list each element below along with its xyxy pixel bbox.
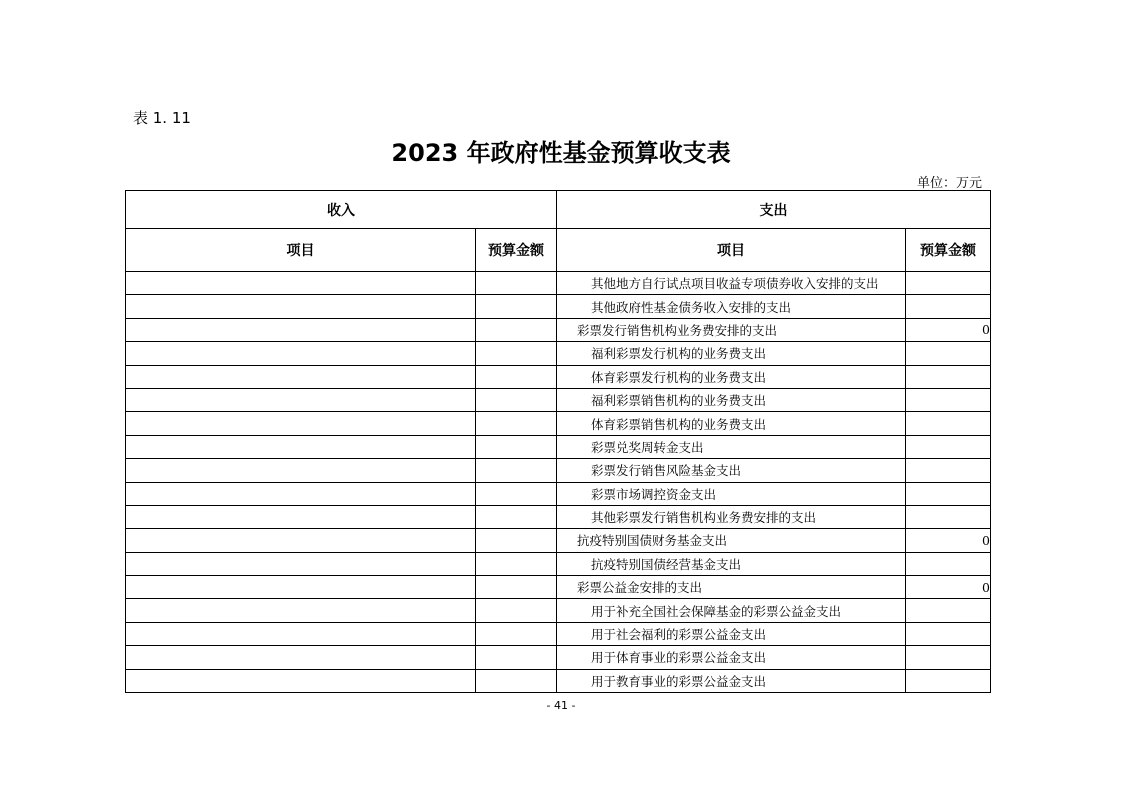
expenditure-amount-cell: 0 <box>906 576 991 599</box>
income-amount-cell <box>476 412 557 435</box>
income-amount-cell <box>476 482 557 505</box>
income-item-cell <box>126 342 476 365</box>
income-amount-cell <box>476 646 557 669</box>
expenditure-amount-cell <box>906 342 991 365</box>
table-row <box>126 622 991 645</box>
expenditure-item-cell: 用于补充全国社会保障基金的彩票公益金支出 <box>557 599 906 622</box>
expenditure-item-cell: 彩票发行销售机构业务费安排的支出 <box>557 318 906 341</box>
expenditure-amount-cell <box>906 599 991 622</box>
income-amount-cell <box>476 599 557 622</box>
expenditure-item-cell: 福利彩票发行机构的业务费支出 <box>557 342 906 365</box>
income-item-cell <box>126 505 476 528</box>
income-item-cell <box>126 482 476 505</box>
table-row <box>126 342 991 365</box>
income-header: 收入 <box>126 191 557 229</box>
page-number: - 41 - <box>546 699 576 712</box>
income-item-cell <box>126 529 476 552</box>
table-row <box>126 529 991 552</box>
table-row <box>126 388 991 411</box>
expenditure-amount-cell <box>906 622 991 645</box>
income-amount-cell <box>476 342 557 365</box>
income-amount-cell <box>476 576 557 599</box>
expenditure-amount-cell <box>906 552 991 575</box>
income-amount-cell <box>476 318 557 341</box>
income-item-cell <box>126 552 476 575</box>
income-amount-cell <box>476 529 557 552</box>
income-item-cell <box>126 412 476 435</box>
income-amount-cell <box>476 505 557 528</box>
income-amount-cell <box>476 459 557 482</box>
table-label: 表 1. 11 <box>133 109 191 127</box>
expenditure-item-cell: 抗疫特别国债财务基金支出 <box>557 529 906 552</box>
income-item-cell <box>126 576 476 599</box>
expenditure-item-cell: 其他地方自行试点项目收益专项债券收入安排的支出 <box>557 272 906 295</box>
table-row <box>126 599 991 622</box>
expenditure-item-cell: 其他政府性基金债务收入安排的支出 <box>557 295 906 318</box>
expenditure-amount-cell <box>906 412 991 435</box>
expenditure-amount-cell <box>906 272 991 295</box>
income-item-cell <box>126 599 476 622</box>
table-row <box>126 295 991 318</box>
income-item-cell <box>126 272 476 295</box>
expenditure-item-cell: 用于体育事业的彩票公益金支出 <box>557 646 906 669</box>
income-amount-cell <box>476 388 557 411</box>
expenditure-item-cell: 体育彩票发行机构的业务费支出 <box>557 365 906 388</box>
income-amount-cell <box>476 435 557 458</box>
table-row <box>126 505 991 528</box>
table-row <box>126 459 991 482</box>
income-item-cell <box>126 388 476 411</box>
income-item-header: 项目 <box>126 229 476 272</box>
table-row <box>126 576 991 599</box>
budget-table <box>125 190 991 693</box>
header-row-top <box>126 191 991 229</box>
expenditure-header: 支出 <box>557 191 991 229</box>
unit-label: 单位：万元 <box>916 176 982 191</box>
expenditure-amount-cell <box>906 365 991 388</box>
income-item-cell <box>126 622 476 645</box>
income-amount-cell <box>476 295 557 318</box>
expenditure-item-cell: 彩票发行销售风险基金支出 <box>557 459 906 482</box>
expenditure-item-cell: 彩票公益金安排的支出 <box>557 576 906 599</box>
income-amount-cell <box>476 622 557 645</box>
table-row <box>126 669 991 692</box>
table-row <box>126 552 991 575</box>
expenditure-item-cell: 抗疫特别国债经营基金支出 <box>557 552 906 575</box>
expenditure-amount-cell <box>906 482 991 505</box>
income-item-cell <box>126 435 476 458</box>
income-amount-cell <box>476 272 557 295</box>
income-item-cell <box>126 459 476 482</box>
expenditure-amount-header: 预算金额 <box>906 229 991 272</box>
income-item-cell <box>126 295 476 318</box>
table-row <box>126 435 991 458</box>
expenditure-item-cell: 用于社会福利的彩票公益金支出 <box>557 622 906 645</box>
table-row <box>126 318 991 341</box>
table-row <box>126 646 991 669</box>
expenditure-item-header: 项目 <box>557 229 906 272</box>
income-amount-cell <box>476 365 557 388</box>
expenditure-item-cell: 其他彩票发行销售机构业务费安排的支出 <box>557 505 906 528</box>
expenditure-amount-cell <box>906 646 991 669</box>
income-amount-header: 预算金额 <box>476 229 557 272</box>
expenditure-item-cell: 彩票兑奖周转金支出 <box>557 435 906 458</box>
income-item-cell <box>126 318 476 341</box>
expenditure-amount-cell <box>906 669 991 692</box>
expenditure-amount-cell <box>906 435 991 458</box>
income-amount-cell <box>476 669 557 692</box>
expenditure-amount-cell: 0 <box>906 318 991 341</box>
expenditure-amount-cell <box>906 505 991 528</box>
table-row <box>126 365 991 388</box>
table-body <box>126 272 991 693</box>
income-amount-cell <box>476 552 557 575</box>
table-row <box>126 272 991 295</box>
income-item-cell <box>126 365 476 388</box>
income-item-cell <box>126 646 476 669</box>
expenditure-amount-cell: 0 <box>906 529 991 552</box>
expenditure-amount-cell <box>906 388 991 411</box>
expenditure-item-cell: 彩票市场调控资金支出 <box>557 482 906 505</box>
page-title: 2023 年政府性基金预算收支表 <box>391 139 731 167</box>
expenditure-amount-cell <box>906 459 991 482</box>
expenditure-item-cell: 体育彩票销售机构的业务费支出 <box>557 412 906 435</box>
table-row <box>126 412 991 435</box>
header-row-sub <box>126 229 991 272</box>
expenditure-item-cell: 用于教育事业的彩票公益金支出 <box>557 669 906 692</box>
table-row <box>126 482 991 505</box>
income-item-cell <box>126 669 476 692</box>
expenditure-item-cell: 福利彩票销售机构的业务费支出 <box>557 388 906 411</box>
expenditure-amount-cell <box>906 295 991 318</box>
